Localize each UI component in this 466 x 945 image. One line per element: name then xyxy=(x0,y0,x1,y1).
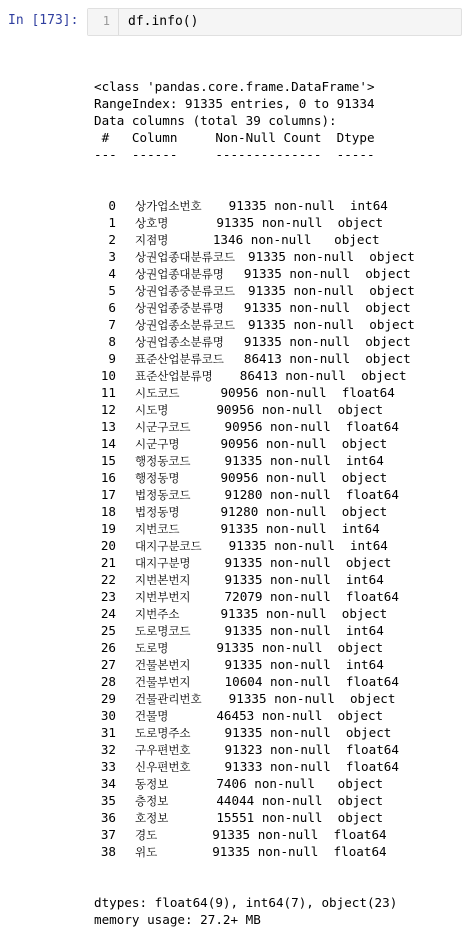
column-index: 5 xyxy=(108,283,116,298)
column-info-row xyxy=(94,418,464,435)
column-name: 도로명 xyxy=(135,641,169,655)
column-info-row xyxy=(94,316,464,333)
column-non-null-dtype: 91335 non-null object xyxy=(216,640,384,655)
column-info-row xyxy=(94,622,464,639)
column-index: 8 xyxy=(108,334,116,349)
column-info-row xyxy=(94,435,464,452)
column-info-row xyxy=(94,401,464,418)
column-non-null-dtype: 91335 non-null int64 xyxy=(220,521,380,536)
column-non-null-dtype: 91335 non-null object xyxy=(224,725,392,740)
column-name: 구우편번호 xyxy=(135,743,191,757)
column-name: 상호명 xyxy=(135,216,169,230)
column-name: 지점명 xyxy=(135,233,169,247)
column-info-row xyxy=(94,265,464,282)
cell-prompt: In [173]: xyxy=(8,13,79,28)
column-non-null-dtype: 91323 non-null float64 xyxy=(224,742,399,757)
column-info-row xyxy=(94,792,464,809)
column-name: 시군구코드 xyxy=(135,420,191,434)
column-name: 층정보 xyxy=(135,794,169,808)
code-text[interactable]: df.info() xyxy=(128,14,199,29)
column-name: 위도 xyxy=(135,845,158,859)
column-name: 상가업소번호 xyxy=(135,199,202,213)
column-non-null-dtype: 91335 non-null object xyxy=(247,317,415,332)
column-index: 22 xyxy=(100,572,116,587)
column-index: 16 xyxy=(100,470,116,485)
column-info-row xyxy=(94,554,464,571)
column-non-null-dtype: 91335 non-null object xyxy=(247,249,415,264)
column-name: 상권업종중분류명 xyxy=(135,301,224,315)
column-non-null-dtype: 91335 non-null int64 xyxy=(224,657,384,672)
output-header-line: RangeIndex: 91335 entries, 0 to 91334 xyxy=(94,96,375,111)
column-non-null-dtype: 90956 non-null float64 xyxy=(224,419,399,434)
column-non-null-dtype: 91335 non-null int64 xyxy=(224,623,384,638)
column-name: 상권업종중분류코드 xyxy=(135,284,235,298)
column-name: 상권업종소분류코드 xyxy=(135,318,235,332)
column-index: 26 xyxy=(100,640,116,655)
column-name: 지번코드 xyxy=(135,522,180,536)
column-name: 표준산업분류코드 xyxy=(135,352,224,366)
column-index: 17 xyxy=(100,487,116,502)
column-info-row xyxy=(94,231,464,248)
column-index: 33 xyxy=(100,759,116,774)
line-number: 1 xyxy=(102,14,110,28)
column-non-null-dtype: 91335 non-null object xyxy=(243,266,411,281)
output-header-line: --- ------ -------------- ----- xyxy=(94,147,375,162)
column-info-row xyxy=(94,520,464,537)
column-index: 4 xyxy=(108,266,116,281)
column-index: 32 xyxy=(100,742,116,757)
column-info-row xyxy=(94,350,464,367)
column-info-row xyxy=(94,384,464,401)
column-non-null-dtype: 91335 non-null object xyxy=(220,606,388,621)
column-name: 표준산업분류명 xyxy=(135,369,213,383)
column-non-null-dtype: 91335 non-null object xyxy=(243,300,411,315)
column-non-null-dtype: 91333 non-null float64 xyxy=(224,759,399,774)
column-index: 21 xyxy=(100,555,116,570)
column-index: 38 xyxy=(100,844,116,859)
output-header-line: # Column Non-Null Count Dtype xyxy=(94,130,375,145)
column-index: 1 xyxy=(108,215,116,230)
column-non-null-dtype: 90956 non-null object xyxy=(220,436,388,451)
column-non-null-dtype: 90956 non-null object xyxy=(220,470,388,485)
column-index: 15 xyxy=(100,453,116,468)
column-name: 법정동코드 xyxy=(135,488,191,502)
column-index: 20 xyxy=(100,538,116,553)
column-info-row xyxy=(94,605,464,622)
column-index: 27 xyxy=(100,657,116,672)
code-input-cell[interactable] xyxy=(87,8,462,36)
column-name: 상권업종소분류명 xyxy=(135,335,224,349)
column-non-null-dtype: 90956 non-null object xyxy=(216,402,384,417)
column-index: 31 xyxy=(100,725,116,740)
column-index: 18 xyxy=(100,504,116,519)
column-index: 34 xyxy=(100,776,116,791)
column-name: 지번주소 xyxy=(135,607,180,621)
column-name: 시도코드 xyxy=(135,386,180,400)
column-info-row xyxy=(94,826,464,843)
column-name: 시도명 xyxy=(135,403,169,417)
column-info-row xyxy=(94,282,464,299)
column-info-row xyxy=(94,486,464,503)
column-name: 호정보 xyxy=(135,811,169,825)
column-name: 상권업종대분류코드 xyxy=(135,250,235,264)
column-name: 건물부번지 xyxy=(135,675,191,689)
output-footer-line: memory usage: 27.2+ MB xyxy=(94,912,261,927)
column-info-row xyxy=(94,333,464,350)
column-non-null-dtype: 72079 non-null float64 xyxy=(224,589,399,604)
column-index: 30 xyxy=(100,708,116,723)
column-info-row xyxy=(94,707,464,724)
column-info-row xyxy=(94,588,464,605)
column-index: 2 xyxy=(108,232,116,247)
column-index: 10 xyxy=(100,368,116,383)
cell-output xyxy=(94,44,464,945)
column-name: 지번본번지 xyxy=(135,573,191,587)
column-index: 3 xyxy=(108,249,116,264)
column-info-row xyxy=(94,299,464,316)
column-name: 건물명 xyxy=(135,709,169,723)
column-non-null-dtype: 1346 non-null object xyxy=(212,232,380,247)
column-non-null-dtype: 7406 non-null object xyxy=(216,776,384,791)
output-header-line: <class 'pandas.core.frame.DataFrame'> xyxy=(94,79,375,94)
column-non-null-dtype: 10604 non-null float64 xyxy=(224,674,399,689)
column-non-null-dtype: 91335 non-null object xyxy=(243,334,411,349)
column-index: 7 xyxy=(108,317,116,332)
column-info-row xyxy=(94,809,464,826)
column-non-null-dtype: 86413 non-null object xyxy=(243,351,411,366)
column-name: 상권업종대분류명 xyxy=(135,267,224,281)
column-index: 0 xyxy=(108,198,116,213)
column-index: 25 xyxy=(100,623,116,638)
column-info-row xyxy=(94,741,464,758)
column-non-null-dtype: 91335 non-null int64 xyxy=(228,538,388,553)
column-index: 13 xyxy=(100,419,116,434)
column-info-row xyxy=(94,469,464,486)
column-name: 도로명코드 xyxy=(135,624,191,638)
column-non-null-dtype: 86413 non-null object xyxy=(239,368,407,383)
column-info-row xyxy=(94,775,464,792)
column-index: 9 xyxy=(108,351,116,366)
column-index: 12 xyxy=(100,402,116,417)
column-name: 건물관리번호 xyxy=(135,692,202,706)
column-non-null-dtype: 15551 non-null object xyxy=(216,810,384,825)
column-info-row xyxy=(94,367,464,384)
column-index: 28 xyxy=(100,674,116,689)
column-non-null-dtype: 91335 non-null int64 xyxy=(224,453,384,468)
column-index: 11 xyxy=(100,385,116,400)
column-index: 6 xyxy=(108,300,116,315)
column-info-table xyxy=(94,197,464,860)
column-name: 법정동명 xyxy=(135,505,180,519)
column-info-row xyxy=(94,656,464,673)
column-non-null-dtype: 91280 non-null float64 xyxy=(224,487,399,502)
column-info-row xyxy=(94,537,464,554)
column-index: 19 xyxy=(100,521,116,536)
column-info-row xyxy=(94,758,464,775)
column-non-null-dtype: 91335 non-null float64 xyxy=(212,827,387,842)
output-header-line: Data columns (total 39 columns): xyxy=(94,113,337,128)
column-name: 대지구분코드 xyxy=(135,539,202,553)
column-name: 행정동명 xyxy=(135,471,180,485)
column-info-row xyxy=(94,503,464,520)
column-name: 대지구분명 xyxy=(135,556,191,570)
column-non-null-dtype: 91335 non-null float64 xyxy=(212,844,387,859)
column-non-null-dtype: 91335 non-null object xyxy=(216,215,384,230)
line-gutter xyxy=(88,9,119,35)
output-header xyxy=(94,78,464,163)
column-info-row xyxy=(94,724,464,741)
column-info-row xyxy=(94,248,464,265)
column-non-null-dtype: 90956 non-null float64 xyxy=(220,385,395,400)
column-non-null-dtype: 46453 non-null object xyxy=(216,708,384,723)
column-name: 건물본번지 xyxy=(135,658,191,672)
column-non-null-dtype: 91335 non-null int64 xyxy=(228,198,388,213)
column-non-null-dtype: 91335 non-null object xyxy=(247,283,415,298)
column-non-null-dtype: 91335 non-null int64 xyxy=(224,572,384,587)
column-name: 경도 xyxy=(135,828,158,842)
column-info-row xyxy=(94,571,464,588)
column-index: 36 xyxy=(100,810,116,825)
column-info-row xyxy=(94,214,464,231)
output-footer-line: dtypes: float64(9), int64(7), object(23) xyxy=(94,895,398,910)
column-non-null-dtype: 91335 non-null object xyxy=(224,555,392,570)
column-name: 신우편번호 xyxy=(135,760,191,774)
column-index: 14 xyxy=(100,436,116,451)
column-name: 시군구명 xyxy=(135,437,180,451)
column-index: 23 xyxy=(100,589,116,604)
column-info-row xyxy=(94,843,464,860)
column-non-null-dtype: 91335 non-null object xyxy=(228,691,396,706)
column-info-row xyxy=(94,673,464,690)
column-name: 지번부번지 xyxy=(135,590,191,604)
column-non-null-dtype: 91280 non-null object xyxy=(220,504,388,519)
column-name: 도로명주소 xyxy=(135,726,191,740)
column-info-row xyxy=(94,452,464,469)
column-info-row xyxy=(94,690,464,707)
output-footer xyxy=(94,894,464,928)
column-index: 29 xyxy=(100,691,116,706)
column-name: 동정보 xyxy=(135,777,169,791)
column-name: 행정동코드 xyxy=(135,454,191,468)
column-non-null-dtype: 44044 non-null object xyxy=(216,793,384,808)
column-info-row xyxy=(94,639,464,656)
column-index: 24 xyxy=(100,606,116,621)
column-index: 37 xyxy=(100,827,116,842)
column-info-row xyxy=(94,197,464,214)
column-index: 35 xyxy=(100,793,116,808)
